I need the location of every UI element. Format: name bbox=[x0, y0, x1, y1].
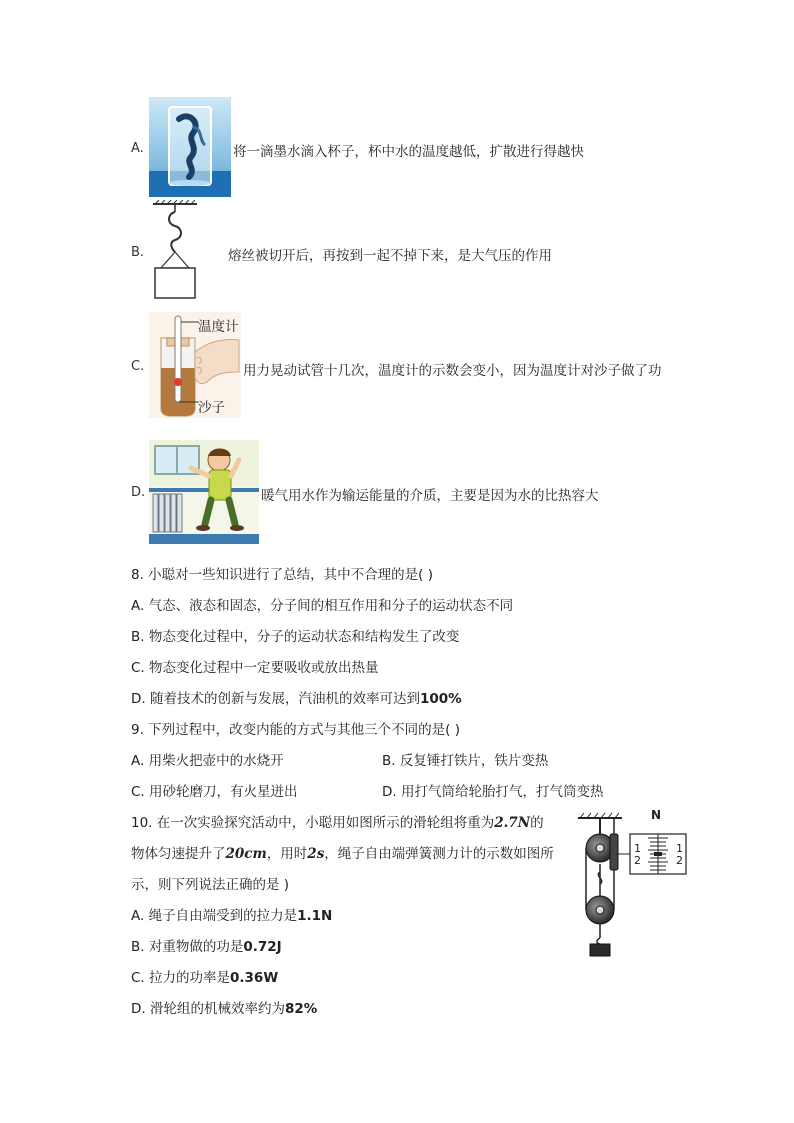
question-8-stem: 8. 小聪对一些知识进行了总结，其中不合理的是( ) bbox=[131, 567, 433, 583]
option-letter: C. bbox=[131, 660, 145, 676]
q9-option-d bbox=[382, 780, 603, 800]
option-text: 用柴火把壶中的水烧开 bbox=[148, 753, 284, 769]
radiator-boy-image bbox=[149, 440, 259, 544]
option-letter: C. bbox=[131, 784, 145, 800]
option-value: 0.72J bbox=[243, 939, 282, 955]
q8-option-a bbox=[131, 594, 513, 614]
option-text: 物态变化过程中一定要吸收或放出热量 bbox=[149, 660, 379, 676]
question-9-stem: 9. 下列过程中，改变内能的方式与其他三个不同的是( ) bbox=[131, 722, 460, 738]
option-value: 0.36W bbox=[230, 970, 279, 986]
q10-option-d bbox=[131, 997, 317, 1017]
option-letter: C. bbox=[131, 359, 145, 374]
option-value: 100% bbox=[419, 691, 462, 707]
q9-option-c bbox=[131, 780, 298, 800]
ink-in-water-image bbox=[149, 97, 231, 197]
q8-option-d bbox=[131, 687, 462, 707]
scale-tick-left-1: 1 bbox=[634, 842, 641, 855]
thermometer-label: 温度计 bbox=[198, 319, 239, 335]
option-letter: B. bbox=[382, 753, 396, 769]
scale-unit-label: N bbox=[651, 808, 662, 822]
q10-text: ，用时 bbox=[266, 846, 308, 862]
q10-height: 20cm bbox=[225, 846, 267, 862]
option-text: 用力晃动试管十几次，温度计的示数会变小，因为温度计对沙子做了功 bbox=[243, 363, 662, 379]
option-letter: B. bbox=[131, 939, 145, 955]
option-letter: D. bbox=[131, 1001, 146, 1017]
option-text: 拉力的功率是 bbox=[149, 970, 231, 986]
question-10-line-2 bbox=[131, 842, 554, 862]
sand-label: 沙子 bbox=[198, 400, 225, 416]
scale-tick-right-1: 1 bbox=[676, 842, 683, 855]
question-10-line-1 bbox=[131, 811, 544, 831]
option-text: 暖气用水作为输运能量的介质，主要是因为水的比热容大 bbox=[261, 488, 599, 504]
option-text: 物态变化过程中，分子的运动状态和结构发生了改变 bbox=[148, 629, 460, 645]
q10-option-c bbox=[131, 966, 278, 986]
option-letter: D. bbox=[131, 691, 146, 707]
option-letter: A. bbox=[131, 598, 145, 614]
q10-option-a bbox=[131, 904, 332, 924]
scale-tick-right-2: 2 bbox=[676, 854, 683, 867]
scale-tick-left-2: 2 bbox=[634, 854, 641, 867]
q10-weight: 2.7N bbox=[494, 815, 531, 831]
q10-text: ，绳子自由端弹簧测力计的示数如图所 bbox=[324, 846, 554, 862]
pulley-system-figure bbox=[572, 808, 690, 958]
option-text: 气态、液态和固态，分子间的相互作用和分子的运动状态不同 bbox=[148, 598, 514, 614]
option-letter: D. bbox=[382, 784, 397, 800]
option-letter: B. bbox=[131, 245, 145, 260]
option-text: 反复锤打铁片，铁片变热 bbox=[399, 753, 549, 769]
option-letter: B. bbox=[131, 629, 145, 645]
option-text: 将一滴墨水滴入杯子，杯中水的温度越低，扩散进行得越快 bbox=[233, 144, 584, 160]
option-letter: A. bbox=[131, 141, 144, 156]
question-10-line-3: 示，则下列说法正确的是 ) bbox=[131, 877, 290, 893]
option-text: 随着技术的创新与发展，汽油机的效率可达到 bbox=[149, 691, 420, 707]
q10-text: 的 bbox=[530, 815, 544, 831]
q10-time: 2s bbox=[307, 846, 325, 862]
q8-option-b bbox=[131, 625, 459, 645]
option-value: 82% bbox=[284, 1001, 318, 1017]
q9-option-b bbox=[382, 749, 548, 769]
q9-option-a bbox=[131, 749, 284, 769]
q10-text: 物体匀速提升了 bbox=[131, 846, 226, 862]
option-text: 用砂轮磨刀，有火星迸出 bbox=[149, 784, 298, 800]
option-text: 用打气筒给轮胎打气，打气筒变热 bbox=[400, 784, 604, 800]
option-value: 1.1N bbox=[297, 908, 333, 924]
option-letter: A. bbox=[131, 908, 145, 924]
option-text: 对重物做的功是 bbox=[148, 939, 244, 955]
option-letter: C. bbox=[131, 970, 145, 986]
option-text: 熔丝被切开后，再按到一起不掉下来，是大气压的作用 bbox=[228, 248, 552, 264]
option-letter: A. bbox=[131, 753, 145, 769]
option-text: 绳子自由端受到的拉力是 bbox=[148, 908, 298, 924]
option-text: 滑轮组的机械效率约为 bbox=[149, 1001, 285, 1017]
option-letter: D. bbox=[131, 485, 146, 500]
fuse-hook-weight-image bbox=[149, 200, 201, 300]
q10-text: 10. 在一次实验探究活动中，小聪用如图所示的滑轮组将重为 bbox=[131, 815, 495, 831]
q10-option-b bbox=[131, 935, 282, 955]
q8-option-c bbox=[131, 656, 379, 676]
